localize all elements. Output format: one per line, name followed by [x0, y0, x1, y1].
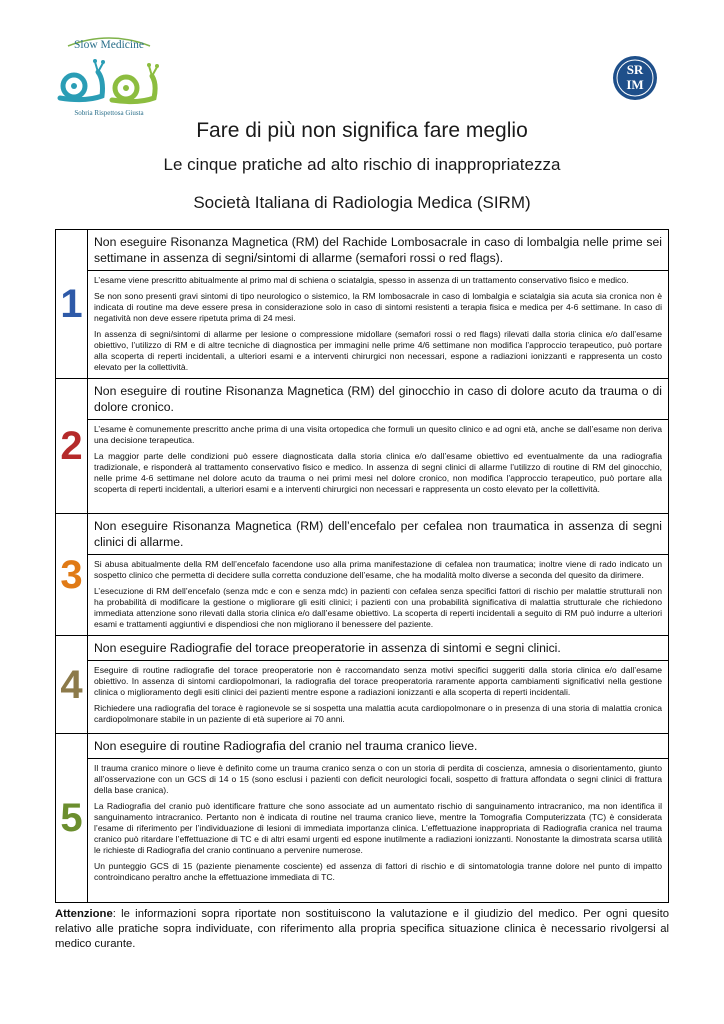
practice-paragraph: Il trauma cranico minore o lieve è definito come un trauma cranico senza o con un storia di perdita di coscienza, amnesia o disorientamento, giunto all’osservazione con un GCS di 14 o 15 (sono esclusi i pazienti con deficit neurologici focali, sospetto di frattura affondata o segni clinici di frattura della base cranica).: [94, 763, 662, 795]
practice-number: 3: [60, 552, 83, 597]
practice-row-1: [56, 230, 668, 379]
practice-body: [88, 420, 668, 495]
practice-paragraph: Un punteggio GCS di 15 (paziente pienamente cosciente) ed assenza di fattori di rischio e di sintomatologia tranne dolore nel punto di impatto controindicano peraltro anche la effettuazione immediata di TC.: [94, 861, 662, 882]
practice-content: [88, 379, 668, 513]
practice-paragraph: L’esecuzione di RM dell’encefalo (senza mdc e con e senza mdc) in pazienti con cefalea senza specifici fattori di rischio per malattie strutturali non ha probabilità di modificare la gestione o migliorare gli esiti clinici; i pazienti con una probabilità significativa di malattia strutturale che richiedono immediata attenzione sono rilevati dalla storia clinica e/o dall’esame obiettivo. La scoperta di reperti incidentali a seguito di RM può indurre a ulteriori esami e trattamenti aggiuntivi e dispendiosi che non migliorano il benessere del paziente.: [94, 586, 662, 629]
practice-body: [88, 661, 668, 725]
practice-paragraph: L’esame viene prescritto abitualmente al primo mal di schiena o sciatalgia, spesso in assenza di un trattamento conservativo fisico e medico.: [94, 275, 629, 285]
practice-paragraph: In assenza di segni/sintomi di allarme per lesione o compressione midollare (semafori rossi o red flags) rilevati dalla storia clinica e/o dall’esame obiettivo, l’utilizzo di RM e di altre tecniche di diagnostica per immagini nelle prime 4/6 settimane non modifica l’approccio terapeutico, può portare alla scoperta di reperti incidentali, a ulteriori esami e a interventi chirurgici non necessari, espone a radiazioni ionizzanti e rappresenta un costo elevato per la collettività.: [94, 329, 662, 372]
disclaimer-note: [55, 907, 669, 952]
page-subtitle: Le cinque pratiche ad alto rischio di inappropriatezza: [163, 155, 561, 174]
note-text: : le informazioni sopra riportate non sostituiscono la valutazione e il giudizio del medico. Per ogni quesito relativo alle pratiche sopra individuate, con riferimento alla propria specifica situazione clinica è necessario rivolgersi al medico curante.: [55, 908, 669, 950]
practice-row-2: [56, 379, 668, 514]
practice-content: [88, 514, 668, 635]
practice-number: 2: [60, 424, 83, 468]
slow-medicine-logo: [46, 32, 172, 120]
practice-number: 5: [60, 796, 83, 840]
practice-content: [88, 230, 668, 378]
practice-heading: Non eseguire Risonanza Magnetica (RM) dell’encefalo per cefalea non traumatica in assenza di segni clinici di allarme.: [88, 514, 668, 555]
snails-icon: [46, 32, 172, 120]
practice-number: 4: [60, 662, 83, 707]
practice-body: [88, 555, 668, 630]
page-title: Fare di più non significa fare meglio: [196, 119, 528, 142]
practice-content: [88, 734, 668, 902]
society-name: Società Italiana di Radiologia Medica (SIRM): [193, 193, 531, 212]
practice-paragraph: Si abusa abitualmente della RM dell’encefalo facendone uso alla prima manifestazione di cefalea non traumatica; inoltre viene di rado indicato un sospetto clinico che permetta di decidere sulla corretta conduzione dell’esame, che ha modalità molto diverse a seconda del quesito da dirimere.: [94, 559, 662, 580]
practice-row-4: [56, 636, 668, 734]
svg-text:IM: IM: [626, 77, 644, 92]
svg-text:SR: SR: [626, 62, 644, 77]
practice-paragraph: L’esame è comunemente prescritto anche prima di una visita ortopedica che formuli un quesito clinico e ad ogni età, anche se dall’esame non deriva una decisione terapeutica.: [94, 424, 662, 445]
sirm-seal-icon: [612, 55, 658, 101]
practice-body: [88, 759, 668, 883]
practice-number-cell: [56, 379, 88, 513]
practice-heading: Non eseguire di routine Risonanza Magnetica (RM) del ginocchio in caso di dolore acuto da trauma o di dolore cronico.: [88, 379, 668, 420]
note-label: Attenzione: [55, 908, 113, 920]
practice-number-cell: [56, 514, 88, 635]
practice-paragraph: Eseguire di routine radiografie del torace preoperatorie non è raccomandato senza motivi specifici suggeriti dalla storia clinica e/o dall’esame obiettivo. In assenza di sintomi cardiopolmonari, la radiografia del torace preoperatoria raramente apporta cambiamenti significativi nella gestione clinica o miglioramento degli esiti clinici dei pazienti mentre espone a radiazioni ionizzanti e alla scoperta di reperti incidentali.: [94, 665, 662, 697]
logo-tagline: Sobria Rispettosa Giusta: [74, 109, 144, 117]
practices-table: [55, 229, 669, 903]
practice-heading: Non eseguire Radiografie del torace preoperatorie in assenza di sintomi e segni clinici.: [88, 636, 668, 661]
logo-name: Slow Medicine: [74, 39, 144, 51]
practice-body: [88, 271, 668, 373]
practice-number-cell: [56, 230, 88, 378]
sirm-logo: [612, 55, 658, 101]
practice-row-3: [56, 514, 668, 636]
practice-heading: Non eseguire di routine Radiografia del cranio nel trauma cranico lieve.: [88, 734, 668, 759]
practice-number: 1: [60, 282, 83, 326]
practice-paragraph: Richiedere una radiografia del torace è ragionevole se si sospetta una malattia acuta cardiopolmonare o in presenza di una storia di malattia cronica cardiopolmonare stabile in un paziente di età superiore ai 70 anni.: [94, 703, 662, 724]
practice-row-5: [56, 734, 668, 902]
practice-content: [88, 636, 668, 733]
practice-paragraph: Se non sono presenti gravi sintomi di tipo neurologico o sistemico, la RM lombosacrale in caso di lombalgia e sciatalgia sia acuta sia cronica non è indicata di routine ma deve essere presa in considerazione solo in caso di sintomi resistenti a terapia fisica e medica per 4-6 settimane. In caso di negatività non deve essere ripetuta prima di 24 mesi.: [94, 291, 662, 323]
practice-paragraph: La Radiografia del cranio può identificare fratture che sono associate ad un aumentato rischio di sanguinamento intracranico, ma non identifica il sanguinamento intracranico. Pertanto non è indicata di routine nel trauma cranico lieve, mentre la Tomografia Computerizzata (TC) è considerata l’esame di riferimento per l’individuazione di lesioni di immediata importanza clinica. L’effettuazione inappropriata di Radiografia cranica nel trauma cranico può ritardare l’effettuazione di TC e di altri esami urgenti ed espone inutilmente a radiazioni ionizzanti. Nonostante la dimostrata scarsa utilità le richieste di Radiografia del cranio continuano a pervenire numerose.: [94, 801, 662, 855]
practice-paragraph: La maggior parte delle condizioni può essere diagnosticata dalla storia clinica e/o dall’esame obiettivo ed eventualmente da una radiografia tradizionale, e risponderà al trattamento conservativo fisico e medico. In assenza di segni clinici di allarme l’utilizzo di routine di RM del ginocchio, nelle prime 4-6 settimane nel dolore acuto da trauma o nei primi mesi nel dolore cronico, non modifica l’approccio terapeutico, può portare alla scoperta di reperti incidentali, a ulteriori esami e a interventi chirurgici non necessari e rappresenta un costo elevato per la collettività.: [94, 451, 662, 494]
practice-heading: Non eseguire Risonanza Magnetica (RM) del Rachide Lombosacrale in caso di lombalgia nelle prime sei settimane in assenza di segni/sintomi di allarme (semafori rossi o red flags).: [88, 230, 668, 271]
practice-number-cell: [56, 636, 88, 733]
practice-number-cell: [56, 734, 88, 902]
